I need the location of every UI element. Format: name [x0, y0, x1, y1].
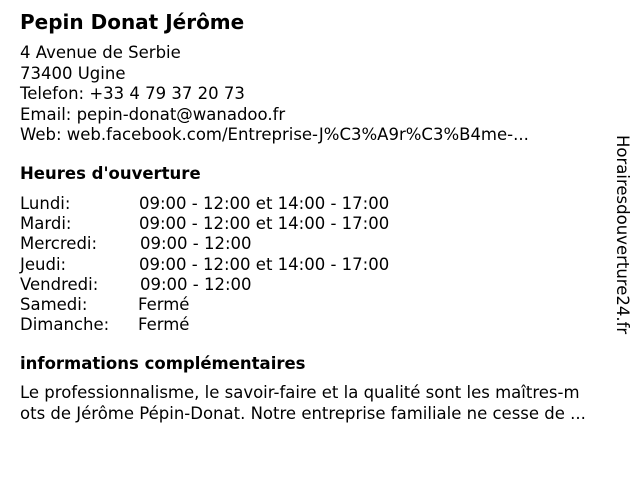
day-label: Vendredi:	[20, 274, 99, 294]
address-street: 4 Avenue de Serbie	[20, 43, 181, 62]
day-label: Samedi:	[20, 294, 88, 314]
site-watermark	[612, 135, 632, 355]
contact-block	[20, 43, 529, 146]
day-hours: 09:00 - 12:00 et 14:00 - 17:00	[139, 254, 390, 274]
site-watermark-text: Horairesdouverture24.fr	[613, 135, 632, 335]
day-label: Dimanche:	[20, 315, 110, 335]
day-hours: 09:00 - 12:00	[140, 274, 252, 294]
info-line-2: ots de Jérôme Pépin-Donat. Notre entreprise familiale ne cesse de ...	[20, 403, 586, 423]
day-label: Mardi:	[20, 214, 72, 234]
day-hours: 09:00 - 12:00	[140, 234, 252, 254]
phone-line[interactable]: Telefon: +33 4 79 37 20 73	[20, 84, 245, 103]
web-line[interactable]: Web: web.facebook.com/Entreprise-J%C3%A9r%C3%B4me-...	[20, 125, 529, 144]
info-text	[20, 383, 620, 424]
info-line-1: Le professionnalisme, le savoir-faire et la qualité sont les maîtres-m	[20, 383, 580, 402]
day-hours: Fermé	[138, 315, 190, 335]
day-hours: Fermé	[138, 294, 190, 314]
hours-heading: Heures d'ouverture	[20, 164, 201, 183]
day-hours: 09:00 - 12:00 et 14:00 - 17:00	[139, 194, 390, 213]
day-label: Lundi:	[20, 194, 71, 213]
day-hours: 09:00 - 12:00 et 14:00 - 17:00	[139, 214, 390, 234]
day-label: Jeudi:	[20, 254, 67, 274]
email-line[interactable]: Email: pepin-donat@wanadoo.fr	[20, 104, 286, 124]
address-city: 73400 Ugine	[20, 63, 126, 83]
day-label: Mercredi:	[20, 234, 98, 254]
info-heading: informations complémentaires	[20, 354, 306, 373]
business-name: Pepin Donat Jérôme	[20, 10, 245, 34]
